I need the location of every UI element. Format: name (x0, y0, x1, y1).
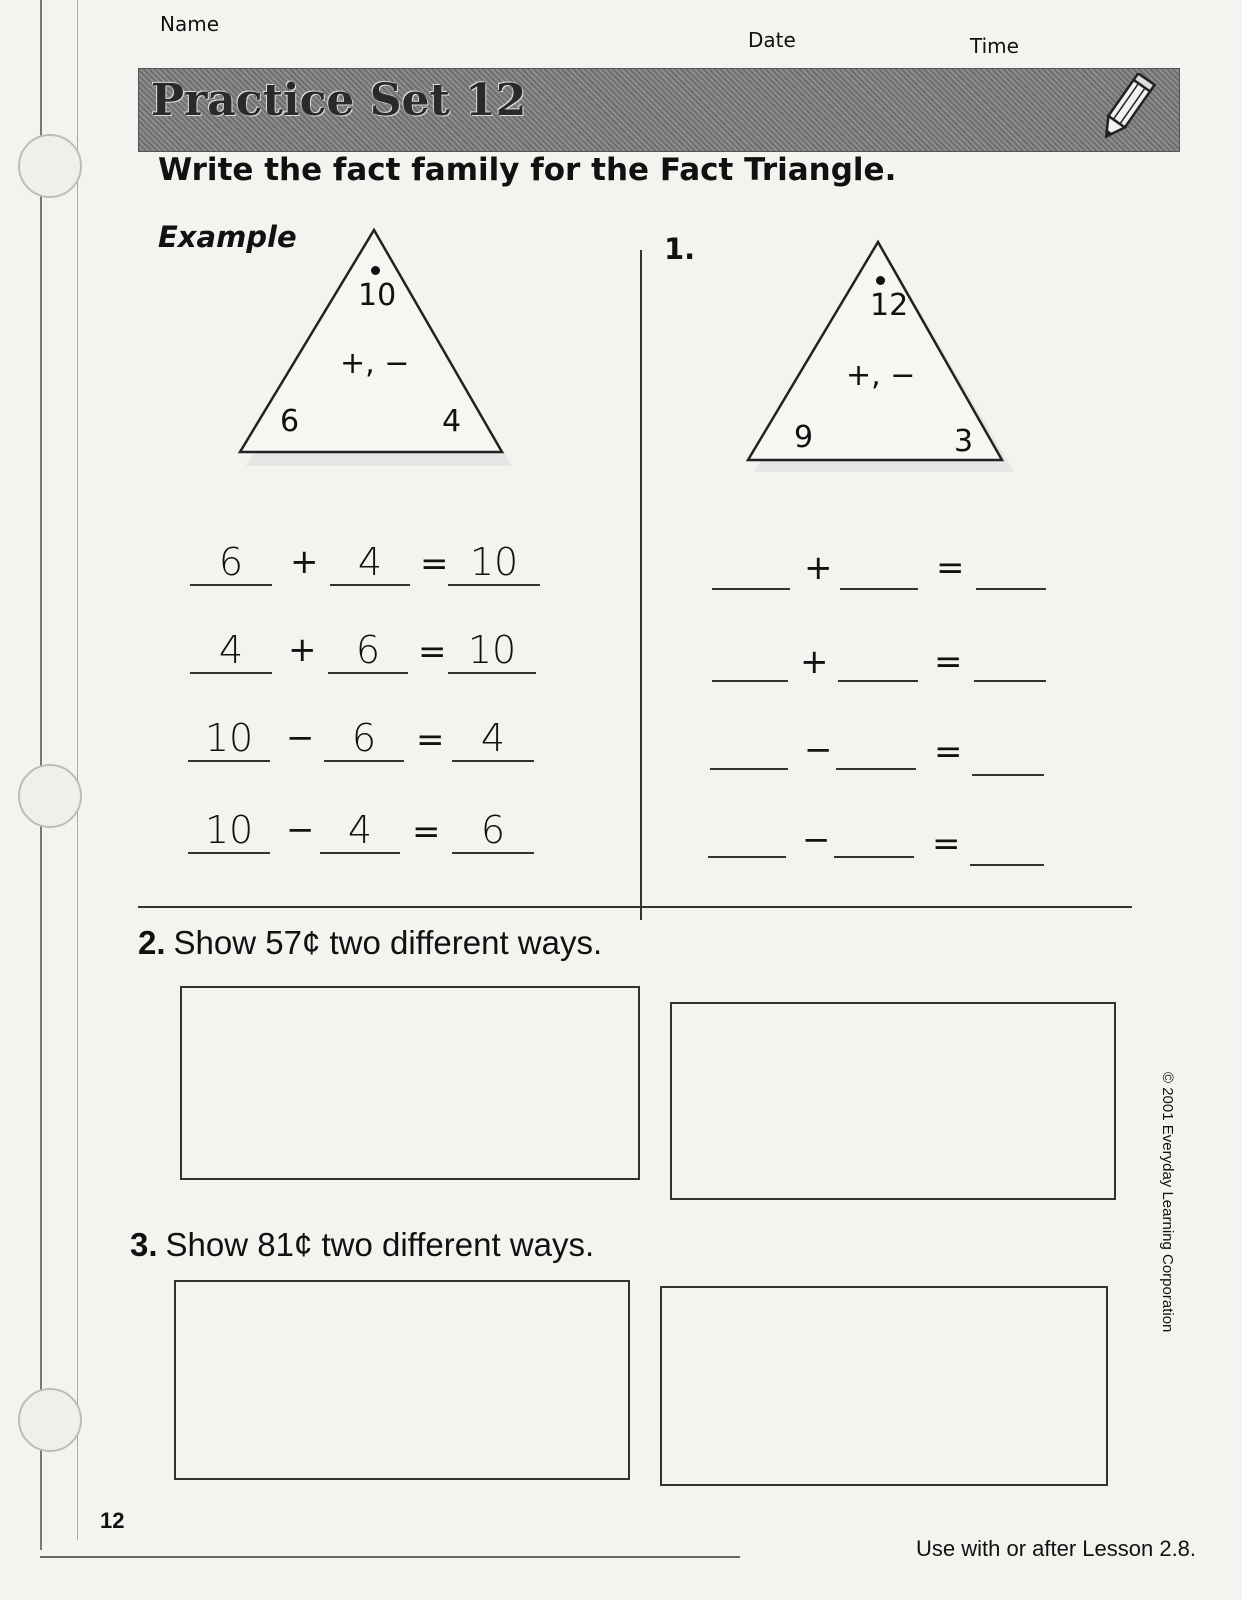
page-number: 12 (100, 1508, 125, 1533)
answer-blank: 6 (328, 628, 408, 674)
answer-box-q2-a[interactable] (180, 986, 640, 1180)
answer-blank: 6 (190, 540, 272, 586)
answer-blank: 10 (188, 808, 270, 854)
answer-box-q3-a[interactable] (174, 1280, 630, 1480)
example-label: Example (158, 220, 297, 254)
example-triangle-ops: +, − (340, 346, 410, 381)
answer-blank: 6 (452, 808, 534, 854)
triangle-dot (876, 276, 885, 285)
answer-box-q2-b[interactable] (670, 1002, 1116, 1200)
problem-1-triangle-left: 9 (794, 420, 814, 455)
operator: + (290, 542, 319, 582)
answer-blank: 6 (324, 716, 404, 762)
copyright-notice: © 2001 Everyday Learning Corporation (1159, 1072, 1176, 1333)
answer-blank[interactable] (974, 636, 1046, 682)
question-2-text: Show 57¢ two different ways. (173, 924, 603, 961)
punch-hole (18, 1388, 82, 1452)
operator: + (804, 548, 833, 588)
answer-blank: 4 (330, 540, 410, 586)
equals-sign: = (418, 632, 447, 672)
page-bottom-edge (40, 1556, 740, 1558)
operator: + (288, 630, 317, 670)
problem-1-label: 1. (664, 232, 696, 266)
answer-blank: 4 (452, 716, 534, 762)
answer-blank: 4 (320, 808, 400, 854)
triangle-dot (371, 266, 380, 275)
answer-blank[interactable] (708, 812, 786, 858)
column-divider (640, 250, 642, 920)
equals-sign: = (932, 824, 961, 864)
example-triangle-right: 4 (442, 404, 462, 439)
answer-blank: 10 (448, 628, 536, 674)
answer-blank[interactable] (836, 724, 916, 770)
problem-1-triangle-ops: +, − (846, 358, 916, 393)
binder-edge-inner (77, 0, 78, 1540)
equals-sign: = (412, 812, 441, 852)
answer-blank[interactable] (710, 724, 788, 770)
question-3-text: Show 81¢ two different ways. (165, 1226, 595, 1263)
banner-title: Practice Set 12 (151, 75, 527, 126)
question-3 (130, 1226, 594, 1264)
example-triangle-left: 6 (280, 404, 300, 439)
time-label: Time (970, 34, 1019, 58)
title-banner (138, 68, 1180, 152)
answer-blank[interactable] (976, 544, 1046, 590)
operator: − (286, 718, 315, 758)
operator: + (800, 642, 829, 682)
answer-blank[interactable] (834, 812, 914, 858)
example-triangle-top: 10 (358, 278, 397, 313)
problem-1-fact-triangle (744, 238, 1014, 474)
equals-sign: = (420, 544, 449, 584)
equals-sign: = (416, 720, 445, 760)
answer-blank[interactable] (838, 636, 918, 682)
punch-hole (18, 764, 82, 828)
equals-sign: = (936, 548, 965, 588)
equals-sign: = (934, 732, 963, 772)
answer-blank[interactable] (972, 730, 1044, 776)
punch-hole (18, 134, 82, 198)
pencil-icon (1091, 73, 1161, 147)
answer-blank[interactable] (840, 544, 918, 590)
answer-blank[interactable] (970, 820, 1044, 866)
name-label: Name (160, 12, 220, 36)
equals-sign: = (934, 642, 963, 682)
answer-blank: 4 (190, 628, 272, 674)
section-divider (138, 906, 1132, 908)
lesson-footer: Use with or after Lesson 2.8. (916, 1536, 1197, 1561)
operator: − (286, 810, 315, 850)
question-2-number: 2. (138, 924, 166, 961)
operator: − (804, 730, 833, 770)
problem-1-triangle-top: 12 (870, 288, 909, 323)
date-label: Date (748, 28, 796, 52)
question-3-number: 3. (130, 1226, 158, 1263)
question-2 (138, 924, 602, 962)
problem-1-triangle-right: 3 (954, 424, 974, 459)
instruction-text: Write the fact family for the Fact Triangle. (158, 152, 897, 188)
answer-blank: 10 (188, 716, 270, 762)
answer-blank[interactable] (712, 544, 790, 590)
answer-blank[interactable] (712, 636, 788, 682)
answer-blank: 10 (448, 540, 540, 586)
operator: − (802, 820, 831, 860)
answer-box-q3-b[interactable] (660, 1286, 1108, 1486)
